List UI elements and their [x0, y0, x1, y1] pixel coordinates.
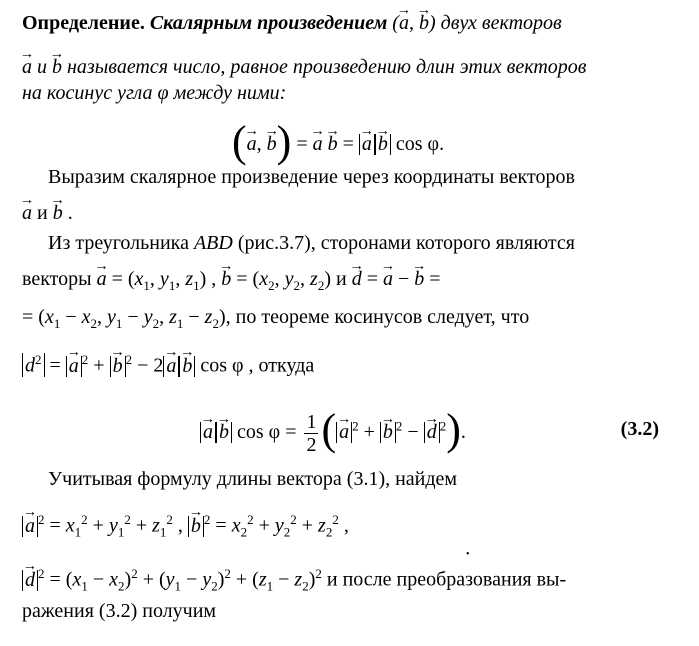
para3-line-2: → a $^2 = x_1^2 + y_1^2 + z_1^2$ , → b $^2 = x_2^2 + y_2^2 + z_2^2$ ,: [22, 512, 349, 541]
definition-text-3: на косинус угла φ между ними:: [22, 82, 287, 104]
definition-line-3: [22, 82, 286, 105]
definition-label: Определение.: [22, 12, 145, 34]
para3-line-1: Учитывая формулу длины вектора (3.1), найдем: [48, 468, 458, 490]
vectors-label: векторы: [22, 268, 92, 290]
definition-formula: (→ a, → b) = → a → b = → a→ b cos φ.: [232, 116, 444, 167]
after-transform-text: и после преобразования вы-: [326, 568, 567, 591]
para2-line-3: = ($x_1 - x_2$, $y_1 - y_2$, $z_1 - z_2$), по теореме косинусов следует, что: [22, 306, 530, 331]
equation-tag: (3.2): [620, 418, 659, 440]
triangle-name: ABD: [193, 232, 233, 254]
para2-line-1: Из треугольника ABD (рис.3.7), сторонами которого являются: [48, 232, 575, 254]
definition-term: Скалярным произведением: [149, 12, 388, 34]
para1-line-2: → a и → b .: [22, 202, 73, 225]
definition-pair: (→ a, → b): [392, 12, 435, 34]
definition-line-1: [22, 12, 562, 35]
para3-line-3: → d $^2 = (x_1 - x_2)^2 + (y_1 - y_2)^2 + (z_1 - z_2)^2$ и после преобразования вы-: [22, 566, 566, 595]
definition-text-2: называется число, равное произведению длин этих векторов: [67, 56, 587, 78]
equation-3-2: → a→ b cos φ = $\frac{1}{2}$ (→ a $^2$ + → b $^2$ − → d $^2$).: [200, 404, 466, 456]
whence-text: откуда: [258, 354, 315, 377]
para3-line-4: ражения (3.2) получим: [22, 600, 217, 622]
definition-vars: → a и → b: [22, 56, 62, 78]
cosine-theorem-text: по теореме косинусов следует, что: [235, 306, 530, 328]
para2-line-4: $d^2$ = → a $^2$ + → b $^2$ − 2→ a→ b cos φ , откуда: [22, 352, 314, 378]
para1-line-1: Выразим скалярное произведение через координаты векторов: [48, 166, 575, 188]
para2-line-2: векторы → $a = (x_1$, $y_1$, $z_1$) , → $b = (x_2$, $y_2$, $z_2$) и → d = → a − → b =: [22, 268, 441, 294]
definition-text-1: двух векторов: [440, 12, 562, 34]
scan-speck: •: [466, 549, 470, 560]
definition-line-2: [22, 56, 586, 79]
